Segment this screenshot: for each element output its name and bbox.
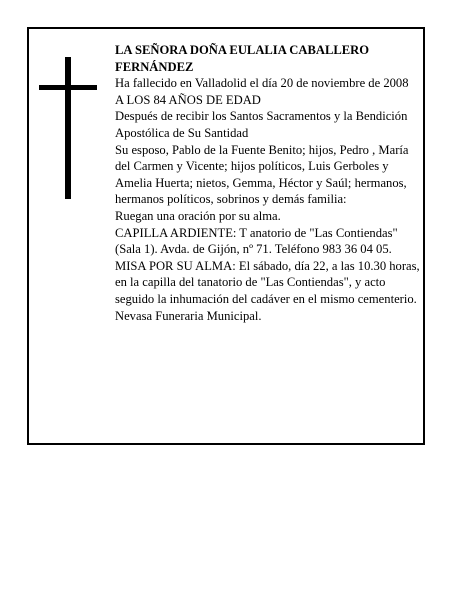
obituary-notice (27, 27, 425, 445)
death-statement: Ha fallecido en Valladolid el día 20 de noviembre de 2008 (115, 76, 409, 91)
deceased-name: LA SEÑORA DOÑA EULALIA CABALLERO FERNÁNDEZ (115, 43, 370, 74)
family-list: Su esposo, Pablo de la Fuente Benito; hijos, Pedro , María del Carmen y Vicente; hijos políticos, Luis Gerboles y Amelia Huerta; nietos, Gemma, Héctor y Saúl; hermanos, hermanos políticos, sobrinos y demás familia: (115, 142, 409, 207)
cross-horizontal-bar (39, 85, 97, 90)
funeral-home: Nevasa Funeraria Municipal. (115, 308, 262, 323)
sacraments-statement: Después de recibir los Santos Sacramentos y la Bendición Apostólica de Su Santidad (115, 109, 408, 140)
notice-body (115, 42, 420, 324)
cross-vertical-bar (65, 57, 71, 199)
age-statement: A LOS 84 AÑOS DE EDAD (115, 92, 261, 107)
mass-info: MISA POR SU ALMA: El sábado, día 22, a las 10.30 horas, en la capilla del tanatorio de "Las Contiendas", y acto seguido la inhumación del cadáver en el mismo cementerio. (115, 258, 420, 306)
cross-icon (39, 57, 97, 199)
chapel-info: CAPILLA ARDIENTE: T anatorio de "Las Contiendas" (Sala 1). Avda. de Gijón, nº 71. Teléfono 983 36 04 05. (115, 225, 398, 257)
prayer-request: Ruegan una oración por su alma. (115, 208, 281, 223)
